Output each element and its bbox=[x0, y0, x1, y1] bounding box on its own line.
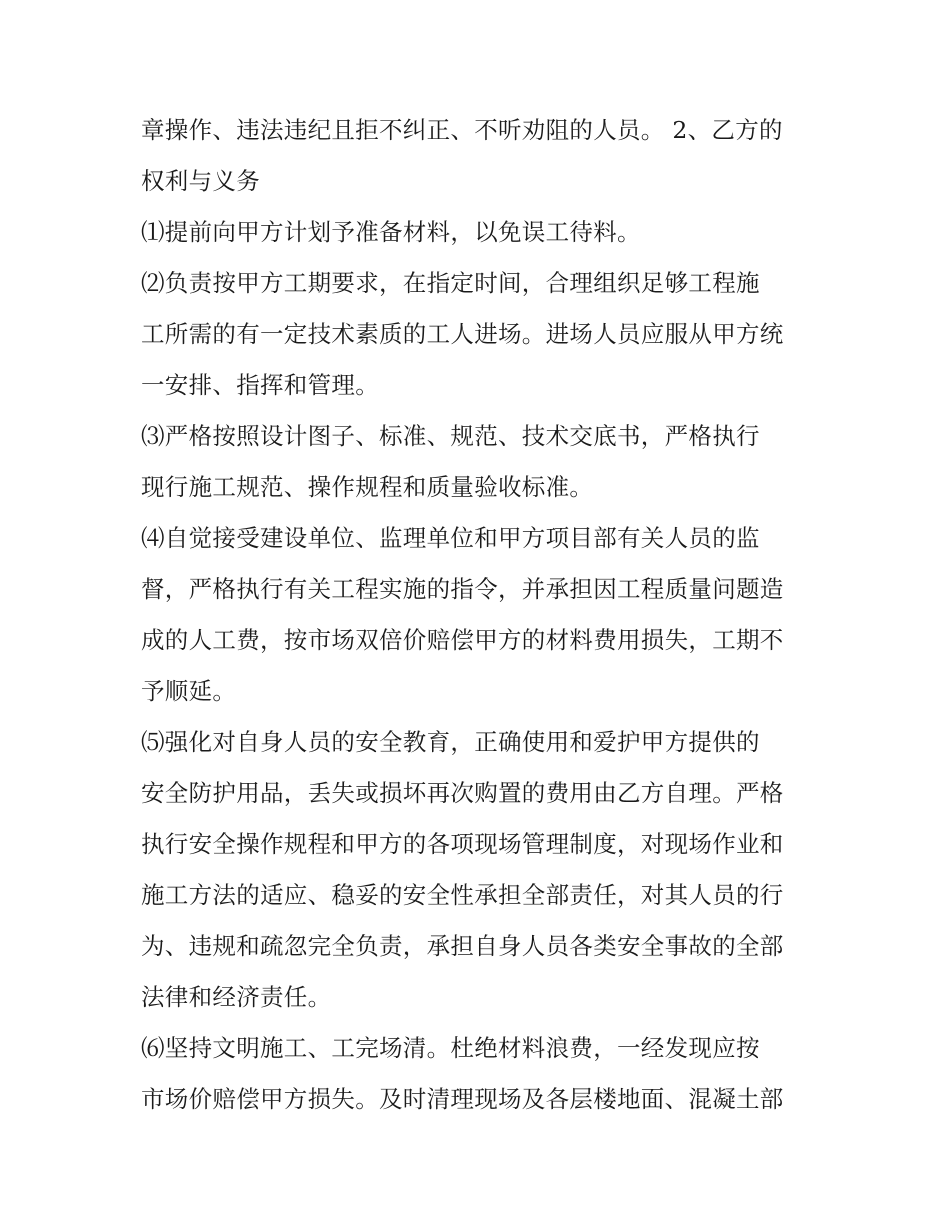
text-line: 市场价赔偿甲方损失。及时清理现场及各层楼地面、混凝土部 bbox=[141, 1085, 784, 1113]
text-line: 予顺延。 bbox=[141, 677, 237, 705]
text-line: ⑴提前向甲方计划予准备材料，以免误工待料。 bbox=[141, 218, 641, 246]
text-line: 法律和经济责任。 bbox=[141, 983, 332, 1011]
text-line: 为、违规和疏忽完全负责，承担自身人员各类安全事故的全部 bbox=[141, 932, 784, 960]
text-line: 工所需的有一定技术素质的工人进场。进场人员应服从甲方统 bbox=[141, 320, 784, 348]
text-line: 权利与义务 bbox=[141, 167, 260, 195]
text-line: ⑸强化对自身人员的安全教育，正确使用和爱护甲方提供的 bbox=[141, 728, 760, 756]
text-line: 执行安全操作规程和甲方的各项现场管理制度，对现场作业和 bbox=[141, 830, 784, 858]
text-line: 施工方法的适应、稳妥的安全性承担全部责任，对其人员的行 bbox=[141, 881, 784, 909]
text-line: ⑹坚持文明施工、工完场清。杜绝材料浪费，一经发现应按 bbox=[141, 1034, 760, 1062]
text-line: ⑵负责按甲方工期要求，在指定时间，合理组织足够工程施 bbox=[141, 269, 760, 297]
text-line: 一安排、指挥和管理。 bbox=[141, 371, 379, 399]
text-line: 现行施工规范、操作规程和质量验收标准。 bbox=[141, 473, 594, 501]
text-line: 成的人工费，按市场双倍价赔偿甲方的材料费用损失，工期不 bbox=[141, 626, 784, 654]
text-line: ⑷自觉接受建设单位、监理单位和甲方项目部有关人员的监 bbox=[141, 524, 760, 552]
text-line: 安全防护用品，丢失或损坏再次购置的费用由乙方自理。严格 bbox=[141, 779, 784, 807]
text-line: ⑶严格按照设计图子、标准、规范、技术交底书，严格执行 bbox=[141, 422, 760, 450]
text-line: 督，严格执行有关工程实施的指令，并承担因工程质量问题造 bbox=[141, 575, 784, 603]
text-line: 章操作、违法违纪且拒不纠正、不听劝阻的人员。 2、乙方的 bbox=[141, 116, 783, 144]
